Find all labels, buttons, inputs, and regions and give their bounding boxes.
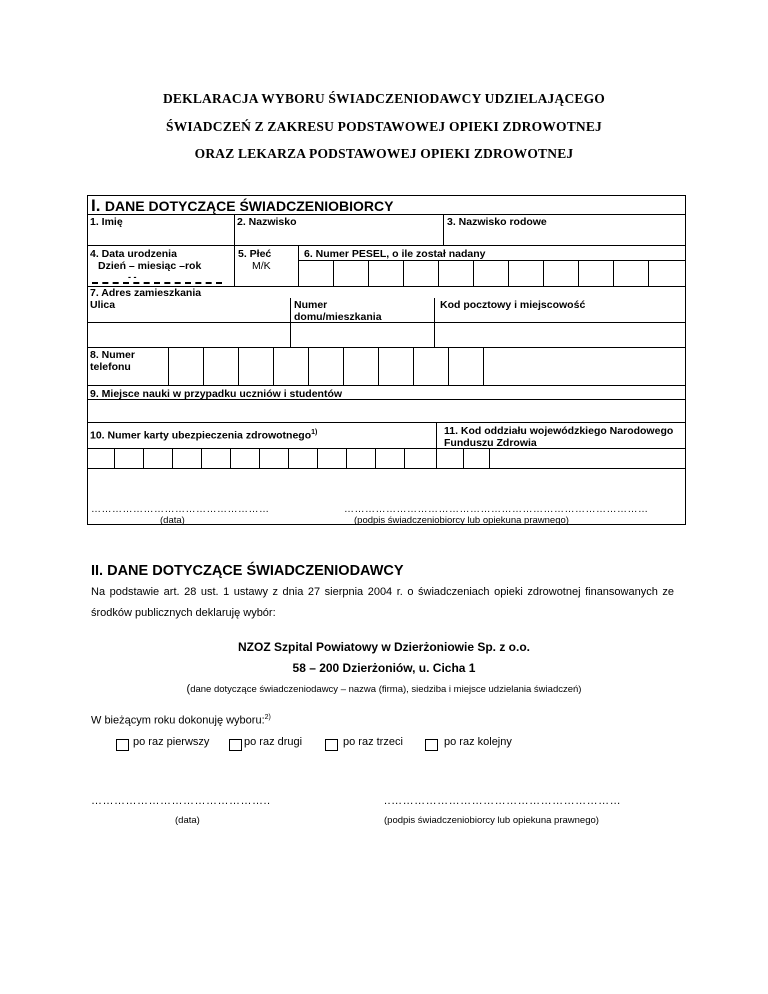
section-1-date-caption: (data) — [160, 515, 185, 526]
choice-intro: W bieżącym roku dokonuję wyboru:$^{2)}$ — [91, 714, 271, 727]
section-1-roman: I. — [91, 196, 101, 215]
first-name-field[interactable] — [88, 228, 234, 244]
choice-first-checkbox[interactable] — [116, 739, 129, 751]
street-label: Ulica — [90, 299, 116, 311]
pesel-label: 6. Numer PESEL, o ile został nadany — [304, 248, 486, 260]
place-of-study-field[interactable] — [88, 400, 685, 421]
postal-code-label: Kod pocztowy i miejscowość — [440, 299, 586, 311]
provider-address: 58 – 200 Dzierżoniów, u. Cicha 1 — [292, 661, 476, 675]
section-2-date-line[interactable]: ……………………………………….. — [91, 795, 271, 807]
choice-second-label: po raz drugi — [244, 736, 303, 748]
choice-first-label: po raz pierwszy — [133, 736, 210, 748]
choice-next-checkbox[interactable] — [425, 739, 438, 751]
family-name-label: 3. Nazwisko rodowe — [447, 216, 547, 228]
birth-date-field[interactable] — [92, 282, 222, 284]
section-1-signature-caption: (podpis świadczeniobiorcy lub opiekuna prawnego) — [354, 515, 569, 526]
document-title-line-3: ORAZ LEKARZA PODSTAWOWEJ OPIEKI ZDROWOTNEJ — [194, 146, 574, 161]
sex-label: 5. Płeć — [238, 248, 272, 260]
choice-third-checkbox[interactable] — [325, 739, 338, 751]
phone-label: 8. Numer telefonu — [90, 349, 135, 373]
document-title-line-2: ŚWIADCZEŃ Z ZAKRESU PODSTAWOWEJ OPIEKI ZDROWOTNEJ — [166, 119, 602, 134]
choice-third-label: po raz trzeci — [343, 736, 403, 748]
birth-date-label: 4. Data urodzenia — [90, 248, 177, 260]
provider-note: (dane dotyczące świadczeniodawcy – nazwa (firma), siedziba i miejsce udzielania świadczeń) — [186, 683, 582, 695]
section-1-signature-line[interactable]: …………………………………………………………………………… — [344, 504, 649, 515]
section-1-date-line[interactable]: …………………………………………… — [91, 504, 270, 515]
postal-code-field[interactable] — [435, 323, 685, 346]
choice-next-label: po raz kolejny — [444, 736, 512, 748]
place-of-study-label: 9. Miejsce nauki w przypadku uczniów i studentów — [90, 388, 343, 400]
sex-format: M/K — [252, 260, 271, 272]
house-number-field[interactable] — [291, 323, 434, 346]
section-2-signature-line[interactable]: ..…………………………………………………… — [384, 795, 622, 807]
street-field[interactable] — [88, 323, 290, 346]
nfz-branch-label: 11. Kod oddziału wojewódzkiego Narodowego Funduszu Zdrowia — [444, 425, 674, 449]
legal-basis-paragraph: Na podstawie art. 28 ust. 1 ustawy z dnia 27 sierpnia 2004 r. o świadczeniach opieki zdrowotnej finansowanych ze środków publicznych deklaruję wybór: — [91, 586, 674, 619]
section-2-date-caption: (data) — [175, 815, 200, 826]
choice-second-checkbox[interactable] — [229, 739, 242, 751]
birth-date-separators: - - — [128, 272, 137, 282]
section-1-title: DANE DOTYCZĄCE ŚWIADCZENIOBIORCY — [104, 198, 394, 214]
family-name-field[interactable] — [444, 228, 685, 244]
section-2-signature-caption: (podpis świadczeniobiorcy lub opiekuna prawnego) — [384, 815, 599, 826]
provider-name: NZOZ Szpital Powiatowy w Dzierżoniowie Sp. z o.o. — [237, 640, 531, 654]
section-2-heading: II. DANE DOTYCZĄCE ŚWIADCZENIODAWCY — [91, 563, 404, 579]
section-1-heading — [91, 197, 393, 215]
first-name-label: 1. Imię — [90, 216, 123, 228]
surname-field[interactable] — [235, 228, 443, 244]
document-title-line-1: DEKLARACJA WYBORU ŚWIADCZENIODAWCY UDZIELAJĄCEGO — [162, 91, 606, 106]
surname-label: 2. Nazwisko — [237, 216, 297, 228]
address-label: 7. Adres zamieszkania — [90, 287, 202, 299]
sex-field[interactable] — [236, 258, 296, 284]
insurance-card-label: 10. Numer karty ubezpieczenia zdrowotnego$^{1)}$ — [90, 429, 318, 442]
house-number-label: Numer domu/mieszkania — [294, 299, 382, 323]
birth-date-format: Dzień – miesiąc –rok — [98, 260, 202, 272]
